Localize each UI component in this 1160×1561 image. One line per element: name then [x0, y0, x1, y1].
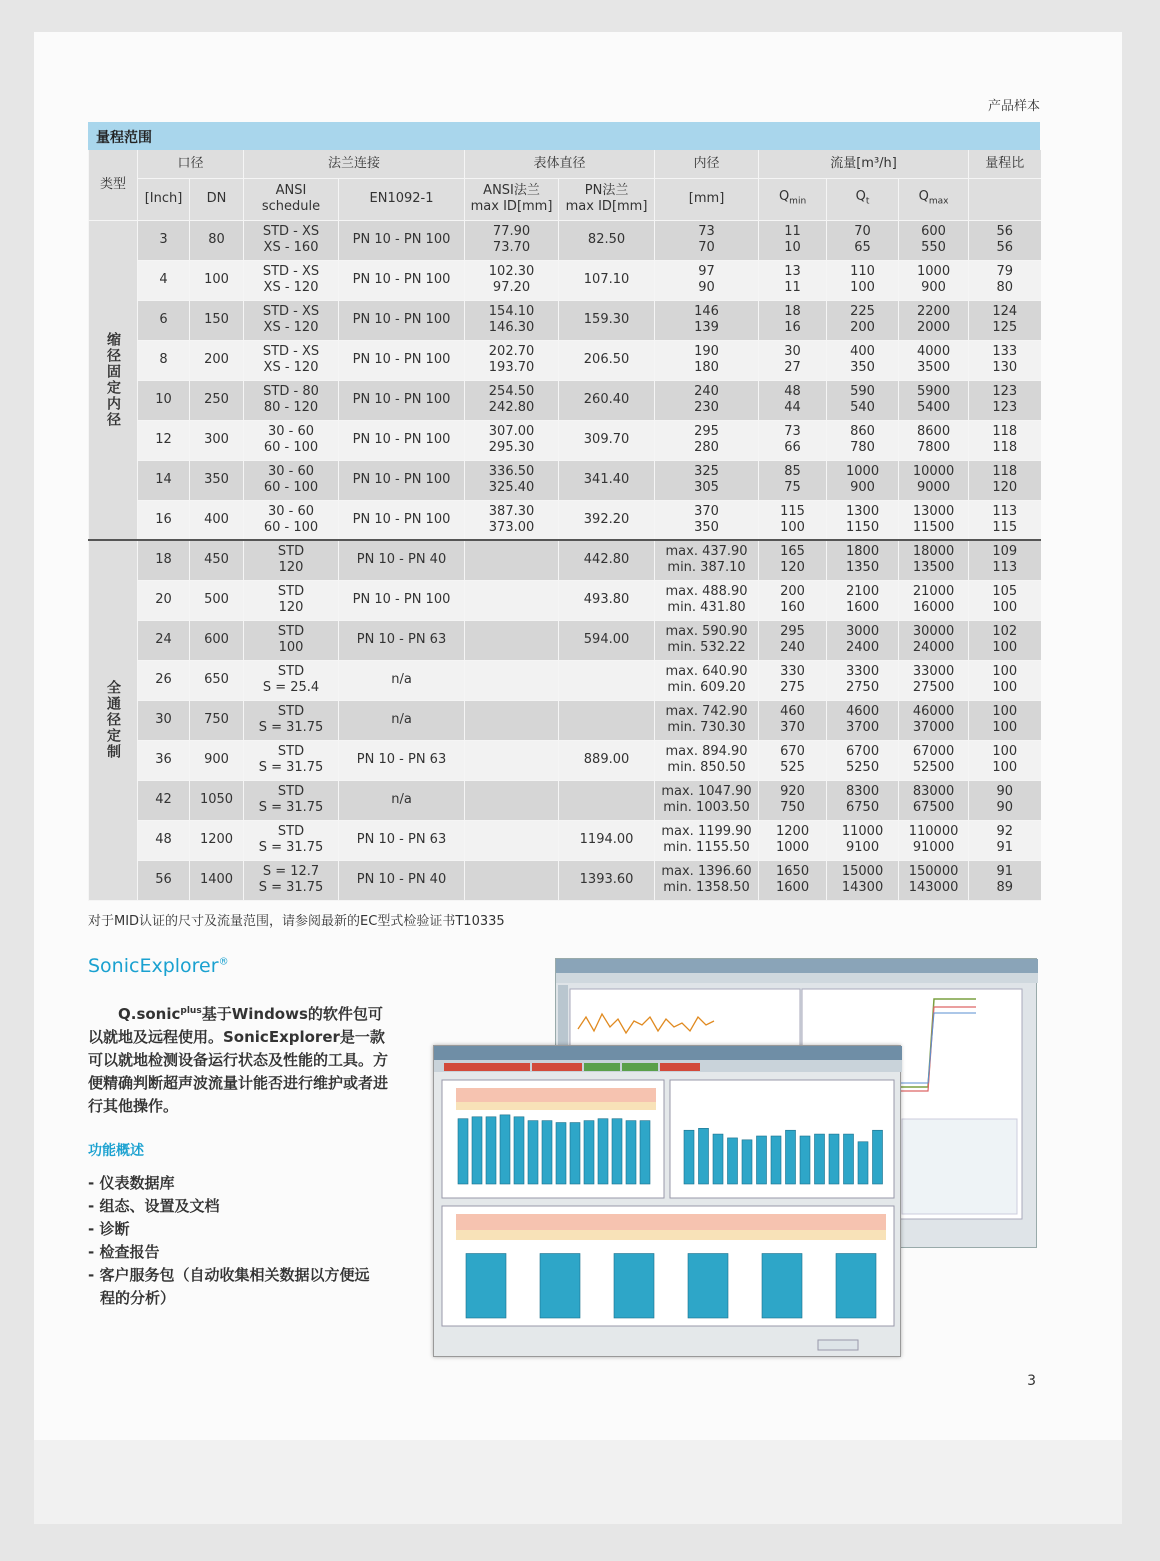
cell-pn-id: 341.40	[559, 460, 655, 500]
cell-qmax: 46000 37000	[899, 700, 969, 740]
cell-id: max. 742.90 min. 730.30	[655, 700, 759, 740]
table-row	[89, 380, 1041, 420]
snr-bar	[684, 1130, 694, 1184]
col-type: 类型	[89, 150, 138, 220]
software-screenshot-front	[433, 1045, 901, 1357]
cell-id: 370 350	[655, 500, 759, 540]
cell-qmax: 10000 9000	[899, 460, 969, 500]
cell-ansi-id: 202.70 193.70	[465, 340, 559, 380]
cell-qmax: 13000 11500	[899, 500, 969, 540]
cell-pn-id: 107.10	[559, 260, 655, 300]
cell-id: 97 90	[655, 260, 759, 300]
cell-dn: 1400	[190, 860, 244, 900]
cell-en: n/a	[339, 660, 465, 700]
cell-pn-id: 594.00	[559, 620, 655, 660]
table-row	[89, 220, 1041, 260]
category-label: 全通径定制	[89, 540, 138, 900]
cell-en: PN 10 - PN 100	[339, 420, 465, 460]
cell-qmin: 920 750	[759, 780, 827, 820]
table-row	[89, 860, 1041, 900]
ratio-bar	[762, 1254, 802, 1318]
cell-id: 146 139	[655, 300, 759, 340]
cell-ratio: 100 100	[969, 660, 1041, 700]
ratio-bar	[466, 1254, 506, 1318]
cell-pn-id: 1194.00	[559, 820, 655, 860]
cell-en: PN 10 - PN 100	[339, 580, 465, 620]
cell-qmax: 150000 143000	[899, 860, 969, 900]
cell-id: max. 640.90 min. 609.20	[655, 660, 759, 700]
col-dn: DN	[190, 178, 244, 220]
cell-pn-id: 206.50	[559, 340, 655, 380]
cell-qmax: 18000 13500	[899, 540, 969, 580]
cell-qmax: 600 550	[899, 220, 969, 260]
cell-id: max. 437.90 min. 387.10	[655, 540, 759, 580]
cell-ansi-id: 102.30 97.20	[465, 260, 559, 300]
cell-pn-id: 1393.60	[559, 860, 655, 900]
cell-ansi: STD S = 31.75	[244, 780, 339, 820]
cell-ratio: 56 56	[969, 220, 1041, 260]
cell-ratio: 92 91	[969, 820, 1041, 860]
col-en1092: EN1092-1	[339, 178, 465, 220]
cell-en: n/a	[339, 780, 465, 820]
col-qmax: $Q_{max}$	[899, 178, 969, 220]
cell-ansi: 30 - 60 60 - 100	[244, 420, 339, 460]
cell-dn: 450	[190, 540, 244, 580]
cell-ansi: STD S = 31.75	[244, 700, 339, 740]
cell-qt: 225 200	[827, 300, 899, 340]
table-row	[89, 340, 1041, 380]
cell-qmin: 670 525	[759, 740, 827, 780]
table-row	[89, 820, 1041, 860]
cell-en: PN 10 - PN 100	[339, 460, 465, 500]
cell-qmin: 1650 1600	[759, 860, 827, 900]
cell-en: PN 10 - PN 100	[339, 500, 465, 540]
cell-dn: 400	[190, 500, 244, 540]
cell-dn: 200	[190, 340, 244, 380]
cell-dn: 150	[190, 300, 244, 340]
cell-qt: 3000 2400	[827, 620, 899, 660]
cell-id: max. 1396.60 min. 1358.50	[655, 860, 759, 900]
cell-inch: 42	[138, 780, 190, 820]
snr-bar	[873, 1130, 883, 1184]
cell-en: n/a	[339, 700, 465, 740]
cell-ratio: 91 89	[969, 860, 1041, 900]
cell-ansi-id: 307.00 295.30	[465, 420, 559, 460]
cell-ansi: STD - 80 80 - 120	[244, 380, 339, 420]
cell-id: max. 590.90 min. 532.22	[655, 620, 759, 660]
cell-qmin: 85 75	[759, 460, 827, 500]
ratio-bar	[540, 1254, 580, 1318]
cell-qmin: 200 160	[759, 580, 827, 620]
cell-en: PN 10 - PN 63	[339, 620, 465, 660]
cell-ansi-id	[465, 860, 559, 900]
col-qt: $Q_t$	[827, 178, 899, 220]
cell-ratio: 118 118	[969, 420, 1041, 460]
snr-bar	[844, 1134, 854, 1184]
cell-dn: 80	[190, 220, 244, 260]
cell-dn: 100	[190, 260, 244, 300]
agc-bar	[626, 1121, 636, 1184]
table-row	[89, 260, 1041, 300]
ratio-bar	[688, 1254, 728, 1318]
cell-ansi-id	[465, 700, 559, 740]
cell-ratio: 79 80	[969, 260, 1041, 300]
cell-en: PN 10 - PN 100	[339, 260, 465, 300]
cell-pn-id: 82.50	[559, 220, 655, 260]
cell-inch: 36	[138, 740, 190, 780]
cell-dn: 300	[190, 420, 244, 460]
page-number: 3	[1027, 1373, 1036, 1389]
cell-dn: 500	[190, 580, 244, 620]
agc-bar	[612, 1119, 622, 1184]
cell-qt: 1000 900	[827, 460, 899, 500]
cell-id: max. 488.90 min. 431.80	[655, 580, 759, 620]
cell-inch: 18	[138, 540, 190, 580]
health-care-chart-image	[434, 1046, 902, 1358]
cell-ansi: STD 120	[244, 580, 339, 620]
cell-ansi: STD - XS XS - 120	[244, 300, 339, 340]
cell-ansi: S = 12.7 S = 31.75	[244, 860, 339, 900]
cell-ansi-id: 77.90 73.70	[465, 220, 559, 260]
measuring-range-title: 量程范围	[88, 122, 1040, 150]
cell-pn-id: 493.80	[559, 580, 655, 620]
snr-bar	[742, 1140, 752, 1184]
agc-bar	[640, 1121, 650, 1184]
cell-ansi-id	[465, 820, 559, 860]
cell-inch: 16	[138, 500, 190, 540]
cell-qt: 590 540	[827, 380, 899, 420]
cell-en: PN 10 - PN 40	[339, 540, 465, 580]
cell-dn: 600	[190, 620, 244, 660]
cell-dn: 1200	[190, 820, 244, 860]
cell-id: 190 180	[655, 340, 759, 380]
cell-dn: 650	[190, 660, 244, 700]
cell-qmax: 83000 67500	[899, 780, 969, 820]
cell-ratio: 105 100	[969, 580, 1041, 620]
cell-qmin: 48 44	[759, 380, 827, 420]
cell-pn-id: 442.80	[559, 540, 655, 580]
cell-qt: 860 780	[827, 420, 899, 460]
page-bottom-band	[34, 1440, 1122, 1524]
cell-qmax: 30000 24000	[899, 620, 969, 660]
cell-ansi-id	[465, 580, 559, 620]
table-row	[89, 460, 1041, 500]
cell-ansi: STD - XS XS - 120	[244, 340, 339, 380]
cell-pn-id	[559, 780, 655, 820]
cell-dn: 900	[190, 740, 244, 780]
cell-ansi-id	[465, 620, 559, 660]
cell-qt: 3300 2750	[827, 660, 899, 700]
cell-inch: 14	[138, 460, 190, 500]
cell-ansi: STD S = 31.75	[244, 820, 339, 860]
cell-dn: 250	[190, 380, 244, 420]
cell-en: PN 10 - PN 63	[339, 820, 465, 860]
col-ansi-schedule: ANSI schedule	[244, 178, 339, 220]
cell-dn: 350	[190, 460, 244, 500]
table-row	[89, 780, 1041, 820]
col-empty	[969, 178, 1041, 220]
ratio-bar	[836, 1254, 876, 1318]
cell-id: 325 305	[655, 460, 759, 500]
cell-inch: 56	[138, 860, 190, 900]
cell-qmax: 21000 16000	[899, 580, 969, 620]
cell-ansi: 30 - 60 60 - 100	[244, 460, 339, 500]
cell-ratio: 100 100	[969, 740, 1041, 780]
cell-pn-id: 159.30	[559, 300, 655, 340]
cell-id: max. 894.90 min. 850.50	[655, 740, 759, 780]
cell-ansi: STD - XS XS - 160	[244, 220, 339, 260]
cell-inch: 30	[138, 700, 190, 740]
cell-en: PN 10 - PN 100	[339, 300, 465, 340]
col-size: 口径	[138, 150, 244, 178]
snr-bar	[815, 1134, 825, 1184]
cell-qt: 1800 1350	[827, 540, 899, 580]
table-row	[89, 700, 1041, 740]
cell-qmax: 8600 7800	[899, 420, 969, 460]
cell-pn-id: 392.20	[559, 500, 655, 540]
cell-inch: 6	[138, 300, 190, 340]
cell-qt: 11000 9100	[827, 820, 899, 860]
cell-inch: 10	[138, 380, 190, 420]
cell-ansi-id	[465, 660, 559, 700]
cell-qmin: 295 240	[759, 620, 827, 660]
cell-qt: 8300 6750	[827, 780, 899, 820]
cell-qt: 4600 3700	[827, 700, 899, 740]
col-ansi-flange-id: ANSI法兰 max ID[mm]	[465, 178, 559, 220]
measuring-range-table	[88, 150, 1041, 901]
snr-bar	[786, 1130, 796, 1184]
cell-qmin: 11 10	[759, 220, 827, 260]
table-body	[89, 220, 1041, 900]
list-item: - 诊断	[88, 1220, 130, 1238]
cell-inch: 4	[138, 260, 190, 300]
cell-ansi-id: 336.50 325.40	[465, 460, 559, 500]
cell-pn-id	[559, 660, 655, 700]
cell-ratio: 123 123	[969, 380, 1041, 420]
cell-qmin: 13 11	[759, 260, 827, 300]
snr-bar	[829, 1134, 839, 1184]
cell-en: PN 10 - PN 100	[339, 220, 465, 260]
cell-pn-id: 260.40	[559, 380, 655, 420]
col-turndown: 量程比	[969, 150, 1041, 178]
cell-qmax: 1000 900	[899, 260, 969, 300]
cell-ratio: 109 113	[969, 540, 1041, 580]
cell-pn-id: 309.70	[559, 420, 655, 460]
cell-inch: 8	[138, 340, 190, 380]
cell-pn-id	[559, 700, 655, 740]
table-row	[89, 300, 1041, 340]
cell-ratio: 133 130	[969, 340, 1041, 380]
sonicexplorer-title: SonicExplorer®	[88, 955, 229, 977]
agc-bar	[514, 1117, 524, 1184]
snr-bar	[713, 1134, 723, 1184]
agc-bar	[598, 1119, 608, 1184]
cell-ratio: 118 120	[969, 460, 1041, 500]
cell-dn: 1050	[190, 780, 244, 820]
cell-qmin: 18 16	[759, 300, 827, 340]
cell-id: 295 280	[655, 420, 759, 460]
snr-bar	[800, 1136, 810, 1184]
snr-bar	[757, 1136, 767, 1184]
cell-pn-id: 889.00	[559, 740, 655, 780]
cell-inch: 26	[138, 660, 190, 700]
cell-qmin: 460 370	[759, 700, 827, 740]
col-inch: [Inch]	[138, 178, 190, 220]
cell-qmin: 330 275	[759, 660, 827, 700]
cell-inch: 24	[138, 620, 190, 660]
snr-bar	[699, 1128, 709, 1184]
cell-ansi-id	[465, 740, 559, 780]
cell-ansi-id	[465, 780, 559, 820]
table-row	[89, 620, 1041, 660]
cell-qt: 15000 14300	[827, 860, 899, 900]
col-pn-flange-id: PN法兰 max ID[mm]	[559, 178, 655, 220]
table-row	[89, 540, 1041, 580]
cell-qmin: 1200 1000	[759, 820, 827, 860]
agc-bar	[542, 1121, 552, 1184]
list-item: - 组态、设置及文档	[88, 1197, 220, 1215]
cell-en: PN 10 - PN 63	[339, 740, 465, 780]
table-row	[89, 740, 1041, 780]
cell-en: PN 10 - PN 40	[339, 860, 465, 900]
list-item: - 客户服务包（自动收集相关数据以方便远程的分析）	[88, 1266, 370, 1307]
cell-inch: 48	[138, 820, 190, 860]
col-flange: 法兰连接	[244, 150, 465, 178]
cell-id: 240 230	[655, 380, 759, 420]
cell-ansi: STD S = 31.75	[244, 740, 339, 780]
cell-ansi-id: 254.50 242.80	[465, 380, 559, 420]
ratio-bar	[614, 1254, 654, 1318]
cell-qmax: 4000 3500	[899, 340, 969, 380]
cell-ratio: 102 100	[969, 620, 1041, 660]
cell-ansi: STD - XS XS - 120	[244, 260, 339, 300]
cell-en: PN 10 - PN 100	[339, 380, 465, 420]
agc-bar	[500, 1115, 510, 1184]
cell-qmax: 2200 2000	[899, 300, 969, 340]
col-flow: 流量[m³/h]	[759, 150, 969, 178]
snr-bar	[858, 1142, 868, 1184]
table-row	[89, 660, 1041, 700]
cell-en: PN 10 - PN 100	[339, 340, 465, 380]
cell-ansi: STD 120	[244, 540, 339, 580]
cell-qmin: 165 120	[759, 540, 827, 580]
col-mm: [mm]	[655, 178, 759, 220]
cell-qmax: 67000 52500	[899, 740, 969, 780]
cell-qt: 110 100	[827, 260, 899, 300]
table-row	[89, 580, 1041, 620]
col-inner-diameter: 内径	[655, 150, 759, 178]
cell-ansi: STD 100	[244, 620, 339, 660]
cell-inch: 20	[138, 580, 190, 620]
cell-ratio: 90 90	[969, 780, 1041, 820]
list-item: - 检查报告	[88, 1243, 160, 1261]
cell-qmin: 115 100	[759, 500, 827, 540]
cell-qmax: 5900 5400	[899, 380, 969, 420]
document-type-label: 产品样本	[987, 99, 1040, 114]
agc-bar	[528, 1121, 538, 1184]
cell-qmax: 33000 27500	[899, 660, 969, 700]
col-qmin: $Q_{min}$	[759, 178, 827, 220]
snr-bar	[771, 1136, 781, 1184]
cell-id: 73 70	[655, 220, 759, 260]
snr-bar	[728, 1138, 738, 1184]
agc-bar	[486, 1117, 496, 1184]
cell-qt: 2100 1600	[827, 580, 899, 620]
cell-qmax: 110000 91000	[899, 820, 969, 860]
cell-id: max. 1199.90 min. 1155.50	[655, 820, 759, 860]
cell-qmin: 30 27	[759, 340, 827, 380]
cell-qmin: 73 66	[759, 420, 827, 460]
cell-dn: 750	[190, 700, 244, 740]
cell-ansi-id: 387.30 373.00	[465, 500, 559, 540]
cell-ratio: 124 125	[969, 300, 1041, 340]
cell-qt: 6700 5250	[827, 740, 899, 780]
col-body-diameter: 表体直径	[465, 150, 655, 178]
cell-id: max. 1047.90 min. 1003.50	[655, 780, 759, 820]
features-list	[88, 1172, 378, 1310]
cell-ratio: 113 115	[969, 500, 1041, 540]
cell-qt: 400 350	[827, 340, 899, 380]
agc-bar	[556, 1123, 566, 1184]
cell-qt: 1300 1150	[827, 500, 899, 540]
cell-ansi: STD S = 25.4	[244, 660, 339, 700]
agc-bar	[584, 1121, 594, 1184]
agc-bar	[570, 1123, 580, 1184]
category-label: 缩径固定内径	[89, 220, 138, 540]
mid-footnote: 对于MID认证的尺寸及流量范围，请参阅最新的EC型式检验证书T10335	[88, 914, 505, 929]
cell-ansi-id: 154.10 146.30	[465, 300, 559, 340]
cell-ansi: 30 - 60 60 - 100	[244, 500, 339, 540]
cell-inch: 12	[138, 420, 190, 460]
cell-inch: 3	[138, 220, 190, 260]
cell-qt: 70 65	[827, 220, 899, 260]
agc-bar	[472, 1117, 482, 1184]
table-row	[89, 500, 1041, 540]
features-heading: 功能概述	[88, 1143, 144, 1159]
intro-paragraph: Q.sonic$^{plus}$基于Windows的软件包可以就地及远程使用。SonicExplorer是一款可以就地检测设备运行状态及性能的工具。方便精确判断超声波流量计能否进行维护或者进行其他操作。	[88, 1005, 389, 1115]
cell-ansi-id	[465, 540, 559, 580]
cell-ratio: 100 100	[969, 700, 1041, 740]
agc-bar	[458, 1119, 468, 1184]
table-row	[89, 420, 1041, 460]
list-item: - 仪表数据库	[88, 1174, 175, 1192]
